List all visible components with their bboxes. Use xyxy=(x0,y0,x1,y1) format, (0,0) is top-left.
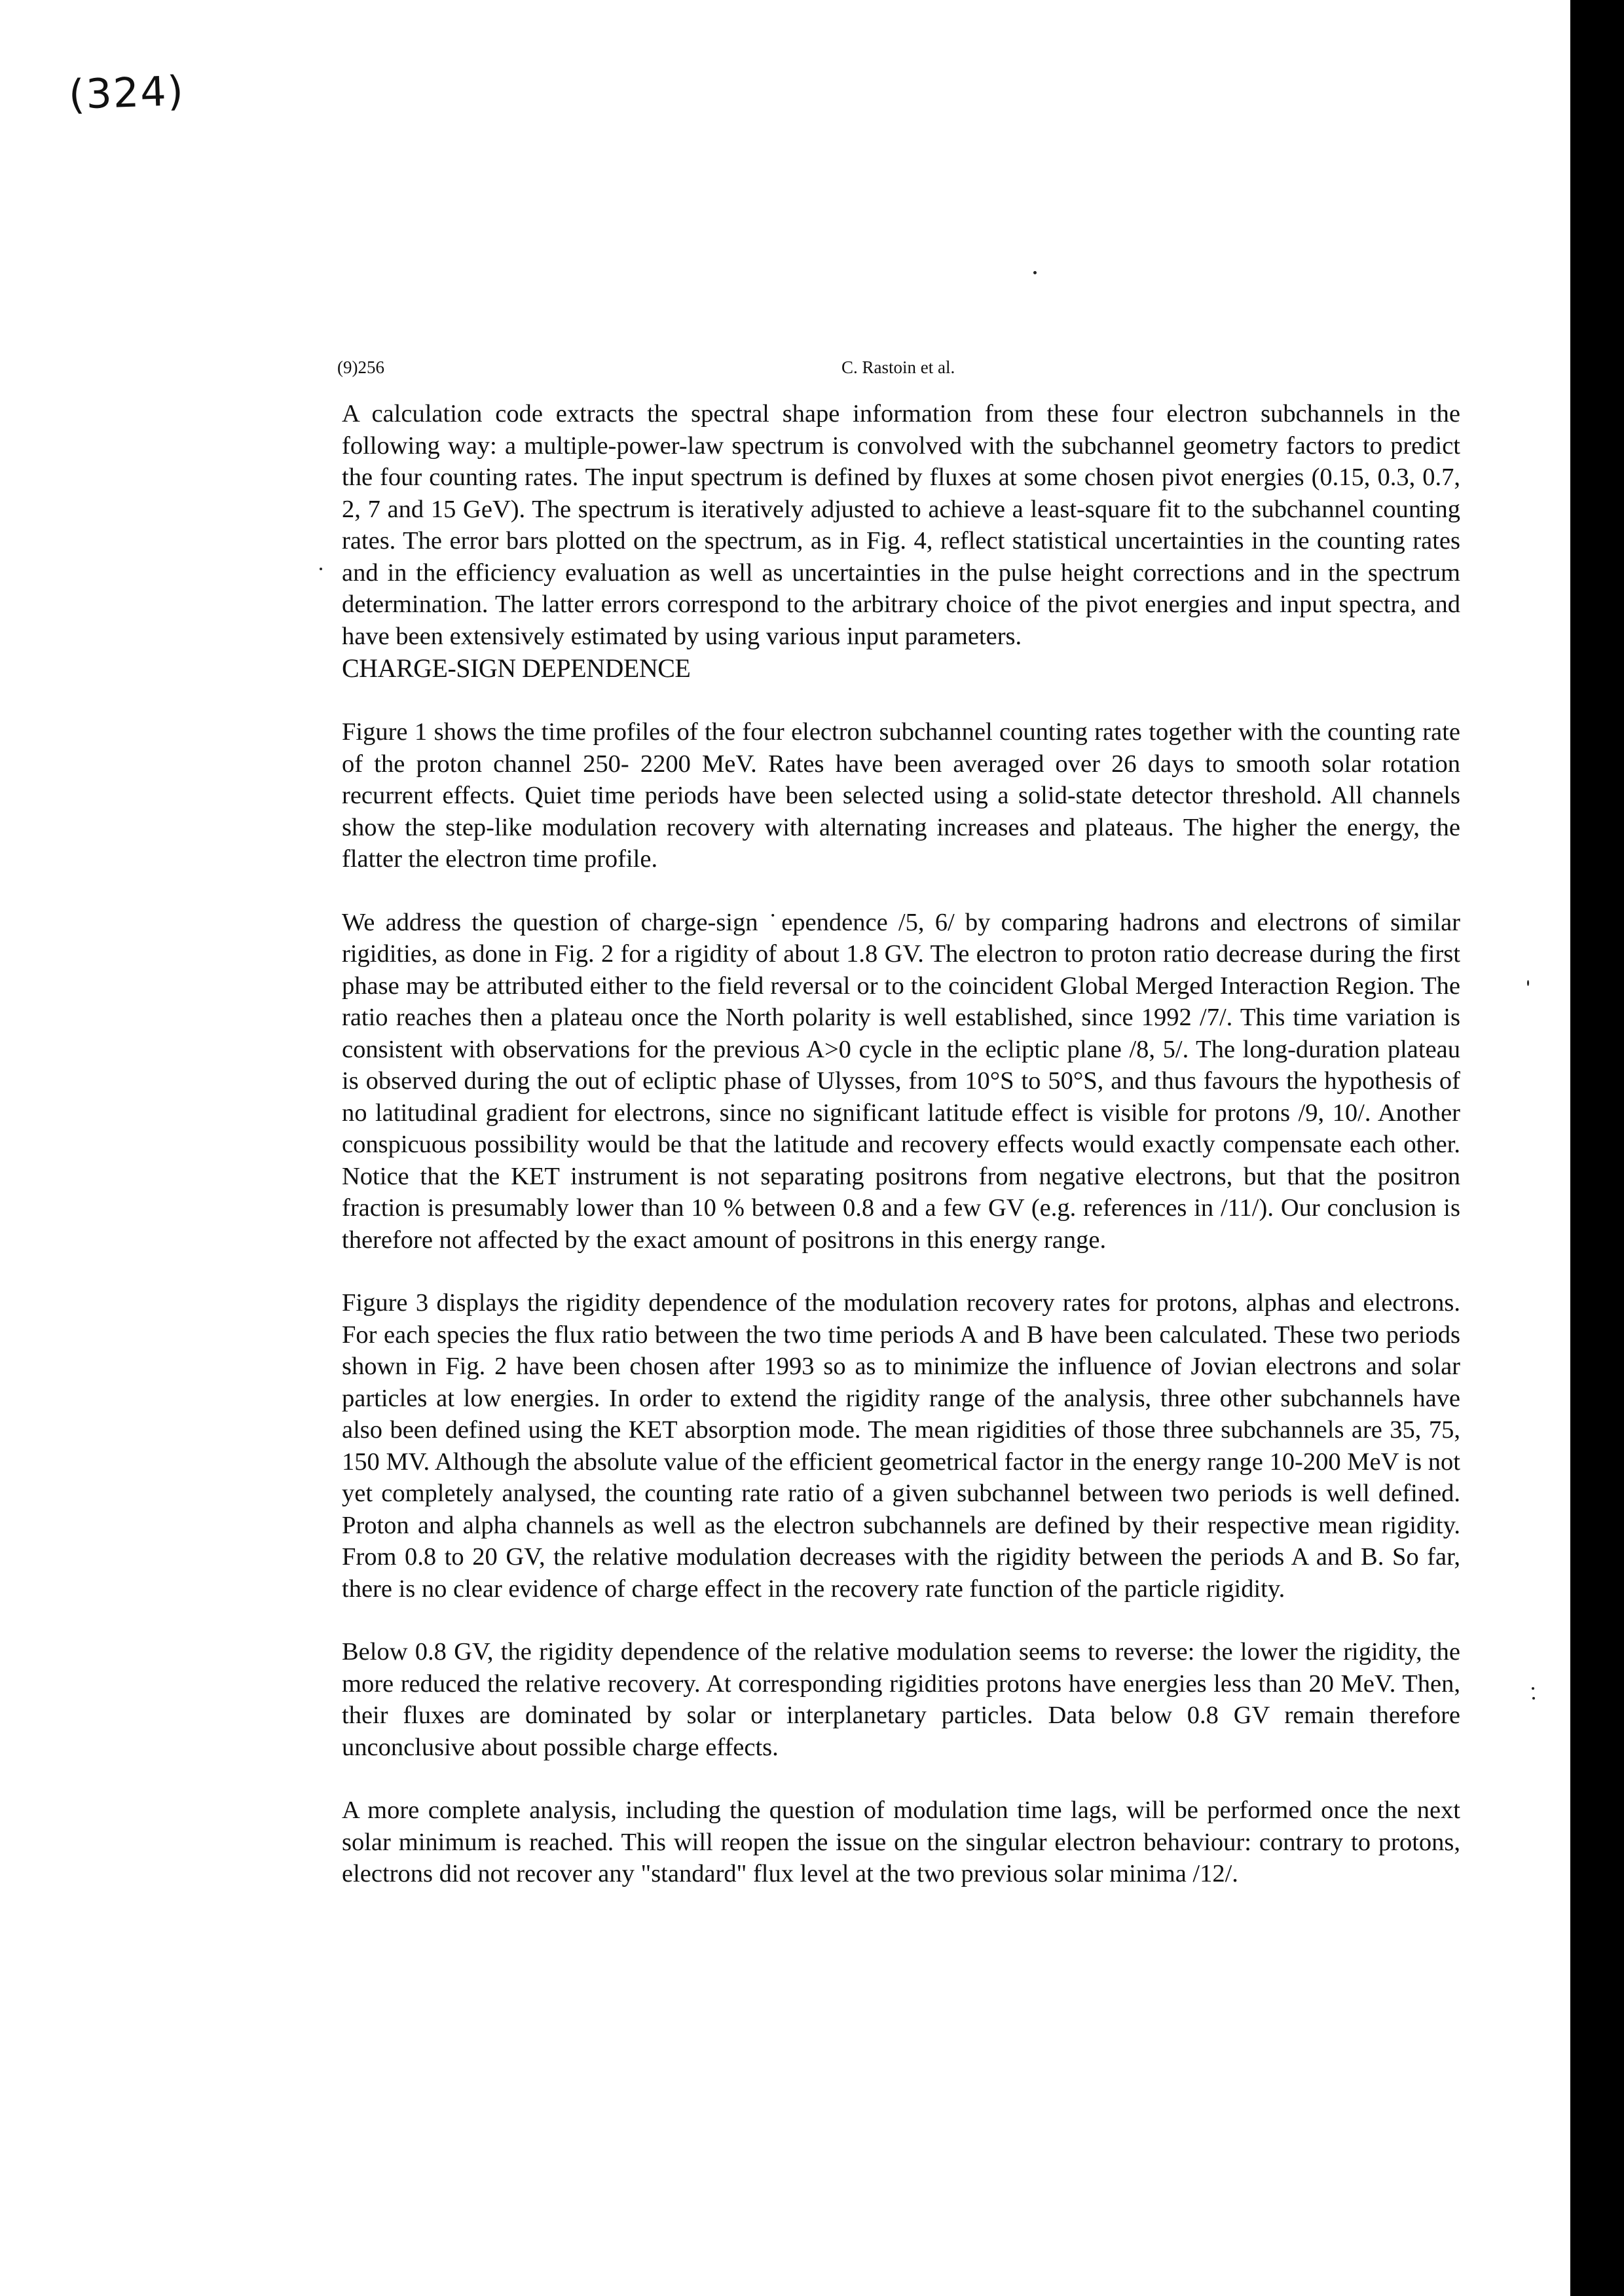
header-page-reference: (9)256 xyxy=(337,357,384,377)
paragraph-below-threshold: Below 0.8 GV, the rigidity dependence of the relative modulation seems to reverse: the lower the rigidity, the more reduced the relative recovery. At corresponding rigidities protons have energies less than 20 MeV. Then, their fluxes are dominated by solar or interplanetary particles. Data below 0.8 GV remain therefore unconclusive about possible charge effects. xyxy=(342,1638,1460,1761)
handwritten-page-number: (324) xyxy=(67,66,185,119)
paragraph-rigidity-dependence: Figure 3 displays the rigidity dependence of the modulation recovery rates for protons, alphas and electrons. For each species the flux ratio between the two time periods A and B have been calculated. These two periods shown in Fig. 2 have been chosen after 1993 so as to minimize the influence of Jovian electrons and solar particles at low energies. In order to extend the rigidity range of the analysis, three other subchannels have also been defined using the KET absorption mode. The mean rigidities of those three subchannels are 35, 75, 150 MV. Although the absolute value of the efficient geometrical factor in the energy range 10-200 MeV is not yet completely analysed, the counting rate ratio of a given subchannel between two periods is well defined. Proton and alpha channels as well as the electron subchannels are defined by their respective mean rigidity. From 0.8 to 20 GV, the relative modulation decreases with the rigidity between the periods A and B. So far, there is no clear evidence of charge effect in the recovery rate function of the particle rigidity. xyxy=(342,1289,1460,1603)
scan-speck xyxy=(1527,980,1529,986)
section-heading: CHARGE-SIGN DEPENDENCE xyxy=(342,653,691,683)
paragraph-future-analysis: A more complete analysis, including the question of modulation time lags, will be performed once the next solar minimum is reached. This will reopen the issue on the singular electron behaviour: contrary to protons, electrons did not recover any "standard" flux level at the two previous solar minima /12/. xyxy=(342,1796,1460,1887)
article-body xyxy=(342,398,1460,1890)
scan-speck xyxy=(1033,271,1037,274)
scan-speck xyxy=(1532,1687,1534,1690)
scan-speck xyxy=(320,568,322,570)
paragraph-time-profiles: Figure 1 shows the time profiles of the four electron subchannel counting rates together with the counting rate of the proton channel 250- 2200 MeV. Rates have been averaged over 26 days to smooth solar rotation recurrent effects. Quiet time periods have been selected using a solid-state detector threshold. All channels show the step-like modulation recovery with alternating increases and plateaus. The higher the energy, the flatter the electron time profile. xyxy=(342,718,1460,873)
scan-speck xyxy=(1532,1697,1535,1700)
paragraph-charge-sign: We address the question of charge-sign ˙ependence /5, 6/ by comparing hadrons and electrons of similar rigidities, as done in Fig. 2 for a rigidity of about 1.8 GV. The electron to proton ratio decrease during the first phase may be attributed either to the field reversal or to the coincident Global Merged Interaction Region. The ratio reaches then a plateau once the North polarity is well established, since 1992 /7/. This time variation is consistent with observations for the previous A>0 cycle in the ecliptic plane /8, 5/. The long-duration plateau is observed during the out of ecliptic phase of Ulysses, from 10°S to 50°S, and thus favours the hypothesis of no latitudinal gradient for electrons, since no significant latitude effect is visible for protons /9, 10/. Another conspicuous possibility would be that the latitude and recovery effects would exactly compensate each other. Notice that the KET instrument is not separating positrons from negative electrons, but that the positron fraction is presumably lower than 10 % between 0.8 and a few GV (e.g. references in /11/). Our conclusion is therefore not affected by the exact amount of positrons in this energy range. xyxy=(342,908,1460,1254)
paragraph-calculation-code: A calculation code extracts the spectral shape information from these four electron subchannels in the following way: a multiple-power-law spectrum is convolved with the subchannel geometry factors to predict the four counting rates. The input spectrum is defined by fluxes at some chosen pivot energies (0.15, 0.3, 0.7, 2, 7 and 15 GeV). The spectrum is iteratively adjusted to achieve a least-square fit to the subchannel counting rates. The error bars plotted on the spectrum, as in Fig. 4, reflect statistical uncertainties in the counting rates and in the efficiency evaluation as well as uncertainties in the pulse height corrections and in the spectrum determination. The latter errors correspond to the arbitrary choice of the pivot energies and input spectra, and have been extensively estimated by using various input parameters. xyxy=(342,400,1460,650)
header-author: C. Rastoin et al. xyxy=(841,357,955,377)
